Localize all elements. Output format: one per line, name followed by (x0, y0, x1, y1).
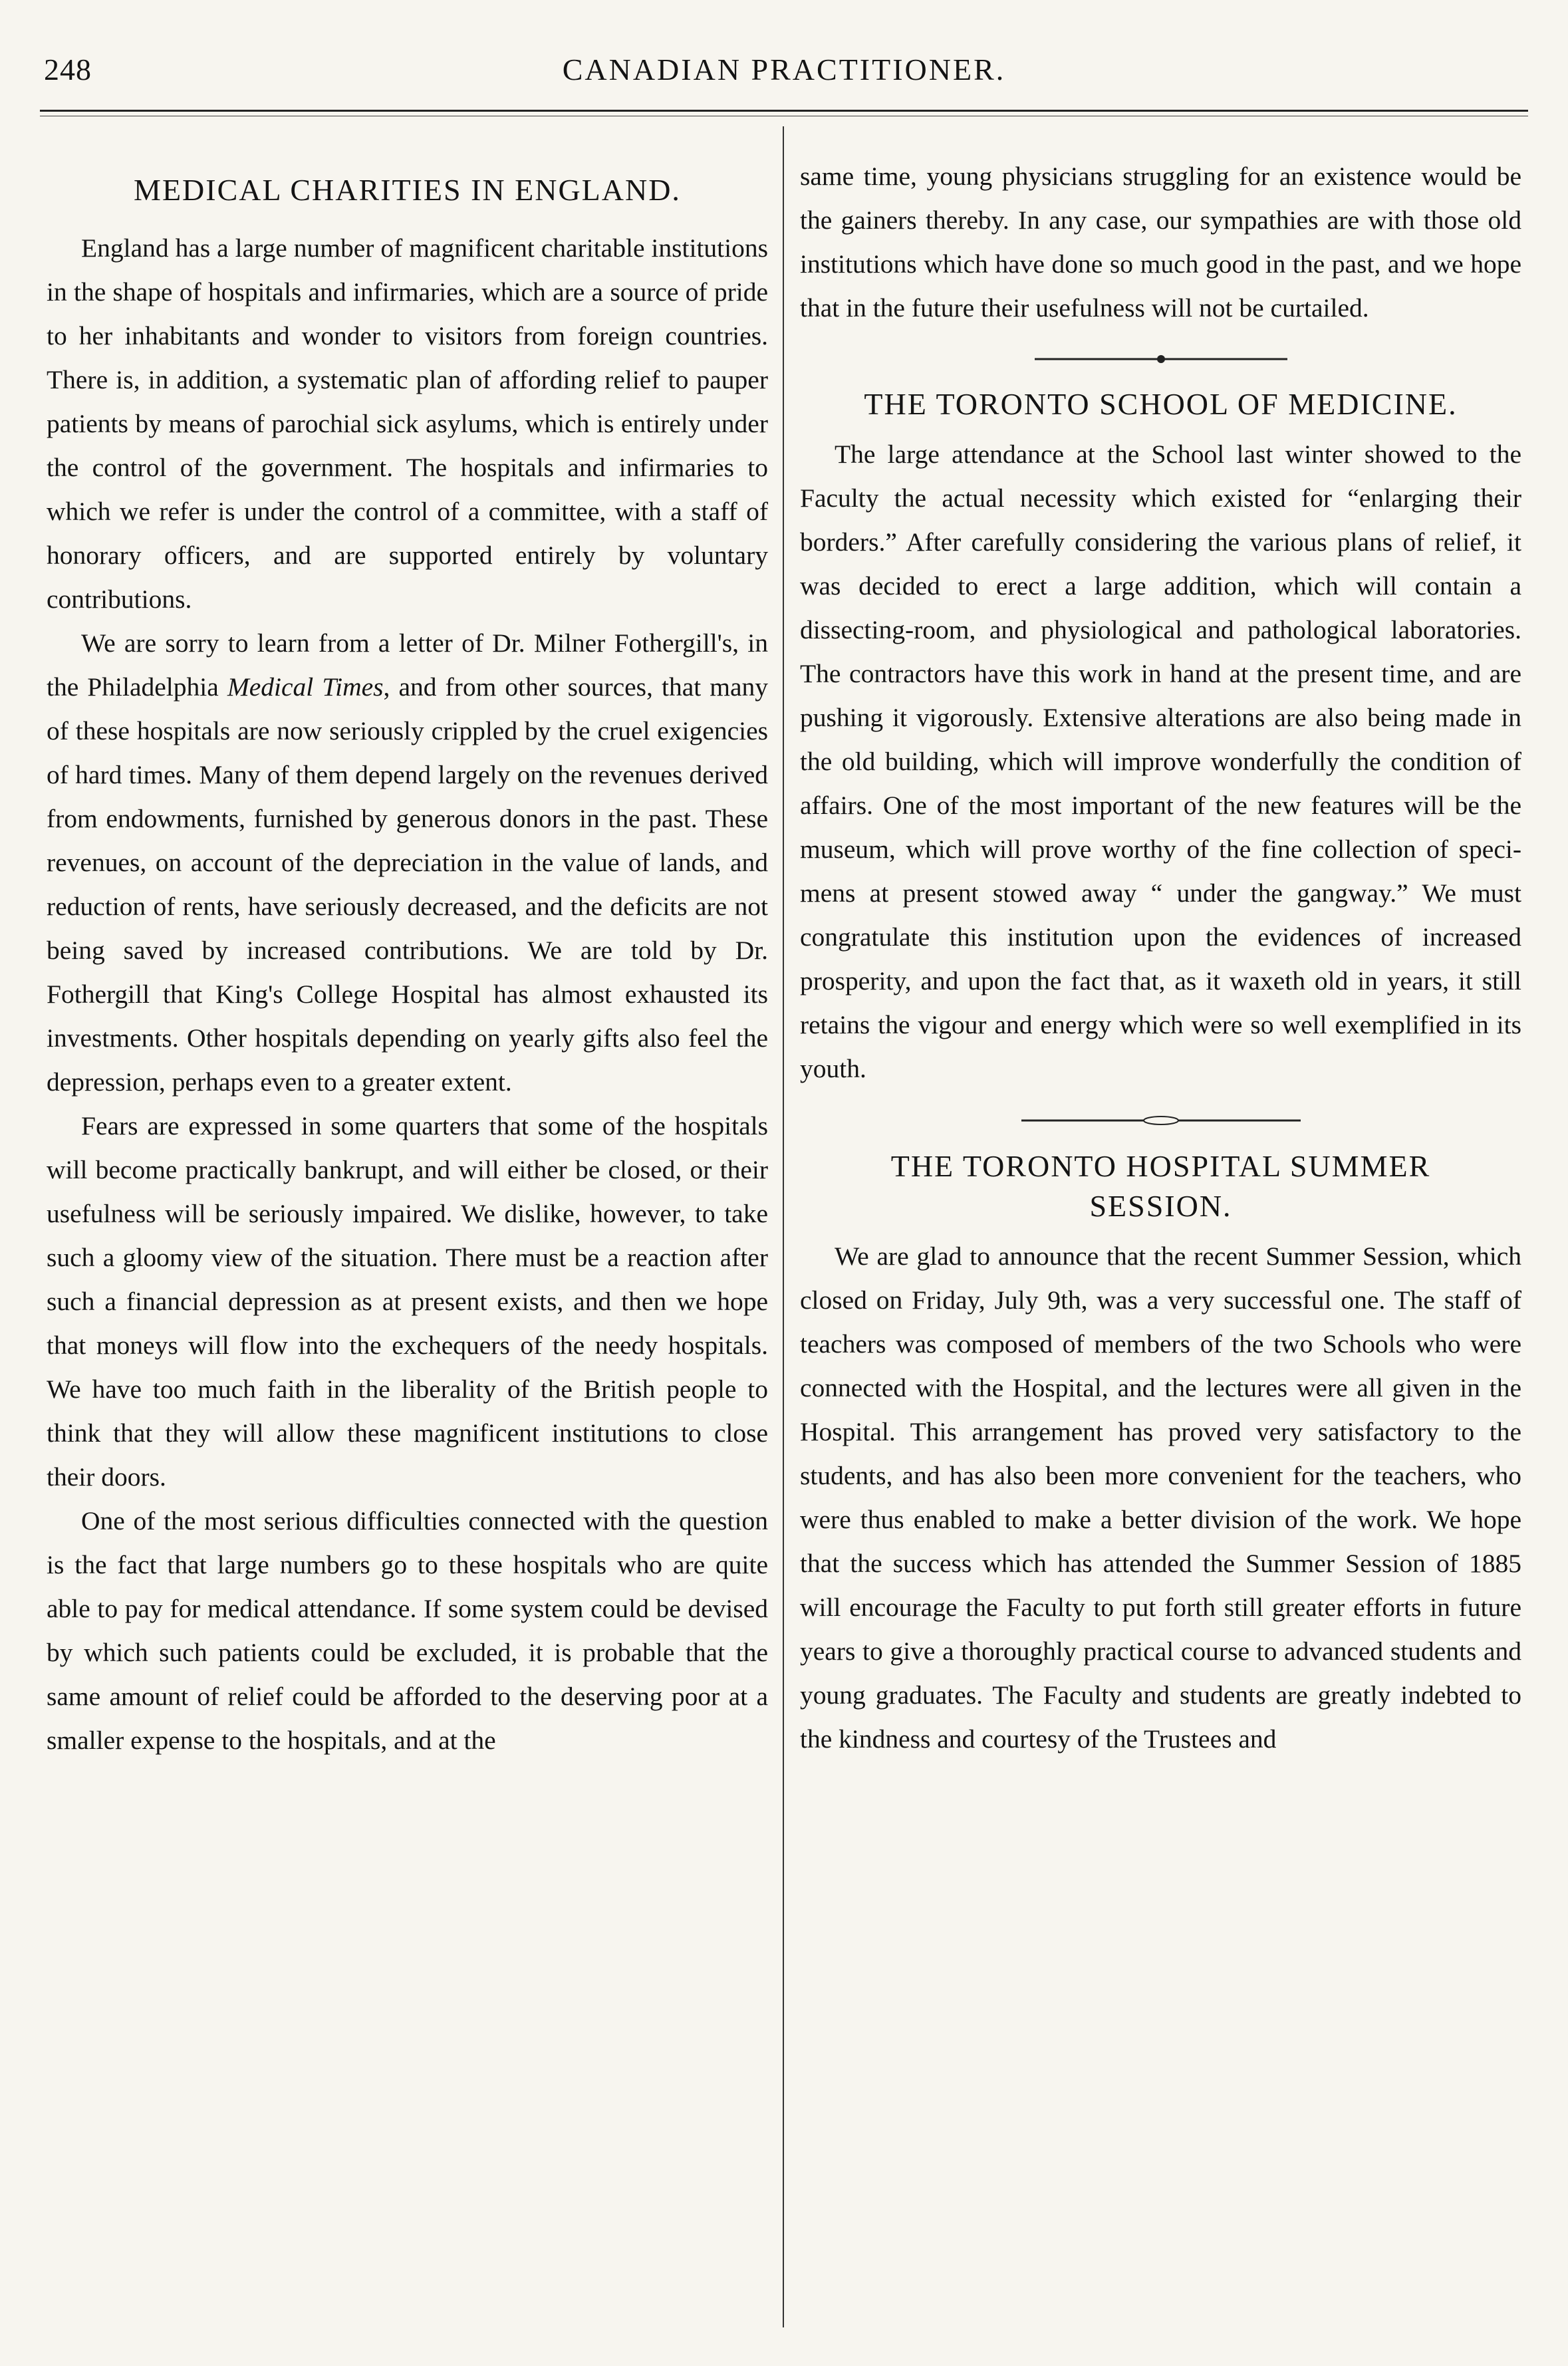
paragraph: One of the most serious difficulties connected with the question is the fact that large numbers go to these hospitals who are quite able to pay for medical attendance. If some system could be devised by which such patients could be excluded, it is probable that the same amount of relief could be afforded to the deserving poor at a smaller expense to the hospitals, and at the (47, 1506, 768, 1755)
article-heading-toronto-school: THE TORONTO SCHOOL OF MEDICINE. (864, 387, 1458, 421)
column-divider (783, 126, 784, 2327)
header-rule (40, 110, 1528, 112)
journal-name: Medical Times (227, 672, 384, 702)
paragraph: Fears are expressed in some quarters that some of the hospitals will become practically bankrupt, and will either be closed, or their usefulness will be seriously impaired. We dislike, however, to take such a gloomy view of the situation. There must be a reaction after such a financial depression as at present exists, and then we hope that moneys will flow into the exchequers of the needy hospitals. We have too much faith in the liberality of the British people to think that they will allow these magnificent institutions to close their doors. (47, 1111, 768, 1492)
ornamental-rule (1035, 354, 1287, 364)
article-heading-medical-charities: MEDICAL CHARITIES IN ENGLAND. (134, 173, 681, 207)
right-column (800, 154, 1521, 1761)
paragraph: We are glad to announce that the recent Summer Session, which closed on Friday, July 9th, was a very successful one. The staff of teachers was composed of members of the two Schools who were connected with the Hospital, and the lectures were all given in the Hospital. This arrangement has proved very satisfactory to the students, and has also been more convenient for the teachers, who were thus enabled to make a better division of the work. We hope that the success which has attended the Summer Session of 1885 will encourage the Faculty to put forth still greater efforts in future years to give a thoroughly practical course to advanced students and young graduates. The Faculty and students are greatly indebted to the kindness and courtesy of the Trustees and (800, 1242, 1521, 1754)
ornamental-rule (1021, 1115, 1301, 1126)
paragraph-continued: same time, young physicians struggling for an existence would be the gainers thereby. In any case, our sympathies are with those old institutions which have done so much good in the past, and we hope that in the future their usefulness will not be curtailed. (800, 162, 1521, 323)
paragraph: England has a large number of magnificent charitable institutions in the shape of hospitals and infirmaries, which are a source of pride to her inhabitants and wonder to visitors from foreign countries. There is, in addition, a systematic plan of affording relief to pauper patients by means of parochial sick asylums, which is entirely under the control of the government. The hospitals and infirmaries to which we refer is under the control of a committee, with a staff of honorary officers, and are supported entirely by voluntary contributions. (47, 233, 768, 614)
text-run: , and from other sources, that many of these hospitals are now seriously crippled by the cruel exigencies of hard times. Many of them depend largely on the revenues derived from endowments, furnished by generous donors in the past. These revenues, on account of the depreciation in the value of lands, and reduction of rents, have seriously decreased, and the deficits are not being saved by increased contributions. We are told by Dr. Fothergill that King's College Hospital has almost exhausted its investments. Other hospitals depending on yearly gifts also feel the depression, perhaps even to a greater extent. (47, 672, 769, 1097)
running-head: CANADIAN PRACTITIONER. (562, 53, 1006, 86)
heading-line: THE TORONTO HOSPITAL SUMMER (890, 1149, 1431, 1183)
paragraph: The large attendance at the School last winter showed to the Faculty the actual necessity which existed for “enlarging their borders.” After carefully considering the various plans of relief, it was decided to erect a large addition, which will contain a dissecting-room, and physiological and pathological laboratories. The contractors have this work in hand at the present time, and are pushing it vigorously. Extensive alterations are also being made in the old building, which will improve wonderfully the condition of affairs. One of the most important of the new features will be the museum, which will prove worthy of the fine collection of specimens at present stowed away “ under the gangway.” We must congratulate this institution upon the evidences of increased prosperity, and upon the fact that, as it waxeth old in years, it still retains the vigour and energy which were so well exemplified in its youth. (800, 440, 1521, 1083)
left-column (47, 146, 768, 1762)
page-number: 248 (44, 53, 92, 86)
text-run: We are sorry to learn from a letter of Dr. Milner Fothergill's, in the Philadelphia (47, 628, 768, 702)
paragraph (47, 621, 768, 1104)
heading-line: SESSION. (1089, 1189, 1232, 1223)
article-heading-hospital-summer-session (800, 1146, 1521, 1226)
